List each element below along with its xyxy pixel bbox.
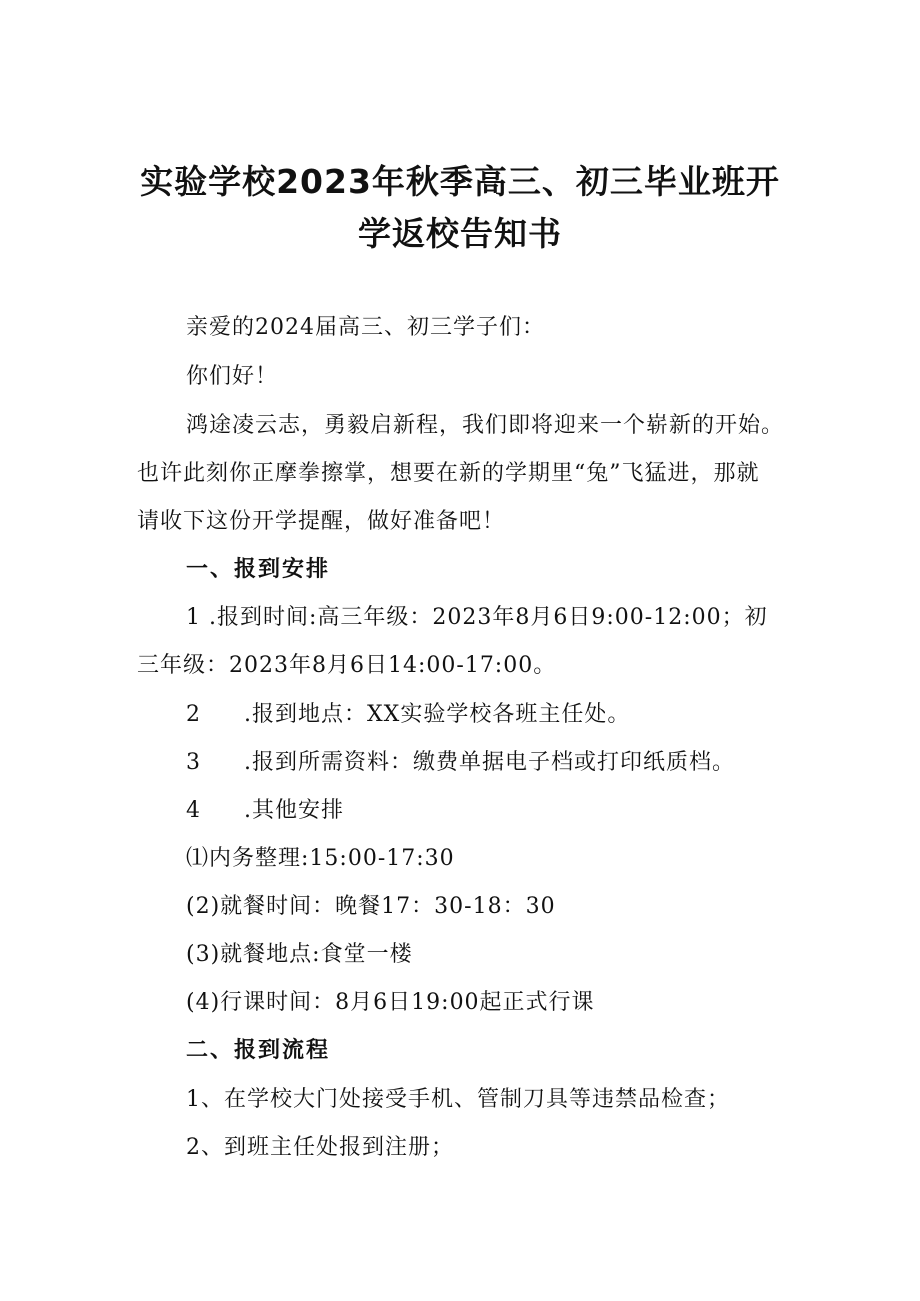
other-arrangements: .其他安排	[244, 798, 344, 823]
document-title-line-1: 实验学校2023年秋季高三、初三毕业班开	[140, 162, 780, 201]
registration-location: .报到地点：XX实验学校各班主任处。	[244, 702, 631, 727]
document-title-line-2: 学返校告知书	[358, 214, 562, 253]
sub-item-meal-location: (3)就餐地点:食堂一楼	[186, 942, 413, 967]
registration-materials: .报到所需资料：缴费单据电子档或打印纸质档。	[244, 750, 735, 775]
salutation: 亲爱的2024届高三、初三学子们：	[186, 315, 545, 340]
item-number-2: 2	[186, 702, 200, 727]
section-heading-process: 二、报到流程	[186, 1038, 331, 1063]
intro-paragraph-line-1: 鸿途凌云志，勇毅启新程，我们即将迎来一个崭新的开始。	[186, 413, 785, 438]
sub-item-class-time: (4)行课时间：8月6日19:00起正式行课	[186, 990, 595, 1015]
process-step-2: 2、到班主任处报到注册；	[186, 1135, 454, 1160]
registration-time-line-1: 1 .报到时间:高三年级：2023年8月6日9:00-12:00；初	[186, 605, 768, 630]
hello-greeting: 你们好！	[186, 364, 279, 389]
sub-item-dorm-cleanup: ⑴内务整理:15:00-17:30	[186, 846, 455, 871]
intro-paragraph-line-3: 请收下这份开学提醒，做好准备吧！	[137, 509, 506, 534]
section-heading-registration: 一、报到安排	[186, 557, 331, 582]
intro-paragraph-line-2: 也许此刻你正摩拳擦掌，想要在新的学期里“兔”飞猛进，那就	[137, 461, 760, 486]
sub-item-meal-time: (2)就餐时间：晚餐17：30-18：30	[186, 894, 556, 919]
item-number-4: 4	[186, 798, 200, 823]
registration-time-line-2: 三年级：2023年8月6日14:00-17:00。	[137, 653, 557, 678]
process-step-1: 1、在学校大门处接受手机、管制刀具等违禁品检查；	[186, 1087, 730, 1112]
item-number-3: 3	[186, 750, 200, 775]
